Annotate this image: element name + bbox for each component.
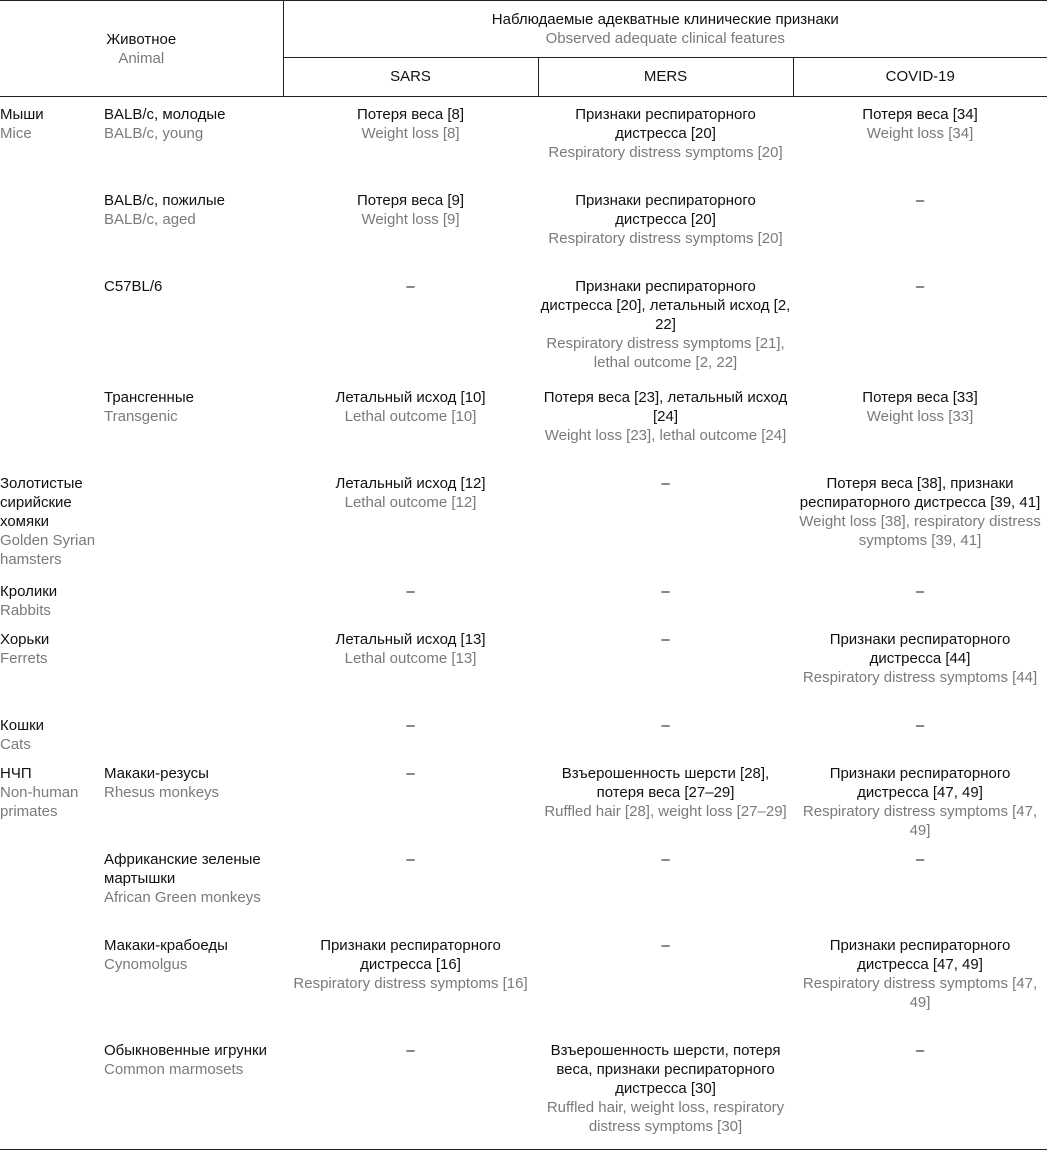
subgroup-cell-en: Transgenic	[104, 407, 178, 425]
mers-cell	[538, 622, 793, 708]
covid-cell-en: Respiratory distress symptoms [44]	[802, 668, 1038, 686]
mers-cell-en: Respiratory distress symptoms [21], lethal outcome [2, 22]	[546, 334, 785, 371]
sars-cell-en: Weight loss [9]	[361, 210, 460, 228]
table-row	[0, 622, 1047, 708]
animal-cell	[0, 1033, 104, 1150]
mers-cell-en: Respiratory distress symptoms [20]	[548, 144, 783, 161]
covid-cell	[793, 708, 1047, 756]
sars-cell-en: Lethal outcome [12]	[344, 493, 477, 511]
covid-cell-ru: Потеря веса [34]	[862, 106, 978, 123]
mers-cell	[538, 97, 793, 183]
animal-cell-ru: Хорьки	[0, 630, 50, 648]
mers-cell	[538, 269, 793, 380]
covid-cell	[793, 622, 1047, 708]
animal-cell-ru: Золотистые сирийские хомяки	[0, 474, 83, 530]
mers-cell	[538, 1033, 793, 1150]
table-body	[0, 97, 1047, 1150]
table-row	[0, 708, 1047, 756]
subgroup-cell	[104, 380, 283, 466]
covid-cell	[793, 269, 1047, 380]
covid-cell-en: Respiratory distress symptoms [47, 49]	[802, 974, 1038, 1011]
sars-cell-en: Lethal outcome [10]	[344, 407, 477, 425]
mers-cell-ru: Потеря веса [23], летальный исход [24]	[543, 388, 788, 425]
animal-cell	[0, 269, 104, 380]
subgroup-cell-en: Cynomolgus	[104, 955, 188, 973]
mers-cell-en: Weight loss [23], lethal outcome [24]	[544, 426, 787, 444]
sars-cell-ru: Летальный исход [10]	[335, 388, 486, 406]
sars-cell	[283, 756, 538, 842]
sars-cell-ru: –	[406, 764, 415, 782]
mers-cell	[538, 842, 793, 928]
animal-cell-en: Rabbits	[0, 601, 51, 619]
subgroup-cell-en: Common marmosets	[104, 1060, 244, 1078]
sars-cell-ru: Признаки респираторного дистресса [16]	[320, 936, 501, 973]
mers-cell	[538, 708, 793, 756]
covid-cell	[793, 842, 1047, 928]
covid-cell-ru: –	[915, 716, 925, 734]
table-row	[0, 756, 1047, 842]
header-sars	[283, 57, 538, 96]
subgroup-cell-ru: Трансгенные	[104, 388, 194, 406]
covid-cell-ru: Признаки респираторного дистресса [47, 49]	[829, 936, 1011, 973]
table-row	[0, 380, 1047, 466]
covid-cell-en: Weight loss [38], respiratory distress symptoms [39, 41]	[799, 512, 1041, 549]
animal-cell	[0, 97, 104, 183]
subgroup-cell-en: Rhesus monkeys	[104, 783, 220, 801]
covid-cell-en: Weight loss [33]	[866, 407, 974, 425]
subgroup-cell	[104, 756, 283, 842]
sars-cell-ru: Летальный исход [13]	[335, 630, 486, 648]
covid-cell-en: Weight loss [34]	[866, 125, 974, 142]
covid-cell	[793, 466, 1047, 574]
header-sars-label: SARS	[390, 68, 431, 86]
covid-cell-ru: –	[915, 1041, 925, 1059]
table-row	[0, 842, 1047, 928]
header-features-en: Observed adequate clinical features	[545, 29, 785, 47]
sars-cell-ru: –	[406, 850, 415, 868]
mers-cell-ru: –	[661, 850, 670, 868]
sars-cell	[283, 466, 538, 574]
subgroup-cell	[104, 183, 283, 269]
animal-cell	[0, 466, 104, 574]
mers-cell	[538, 928, 793, 1033]
subgroup-cell-ru: Макаки-крабоеды	[104, 936, 228, 954]
covid-cell	[793, 928, 1047, 1033]
subgroup-cell-ru: C57BL/6	[104, 277, 163, 295]
mers-cell	[538, 756, 793, 842]
sars-cell-ru: –	[406, 582, 415, 600]
subgroup-cell-en: BALB/c, aged	[104, 210, 196, 228]
animal-cell	[0, 183, 104, 269]
animal-cell-ru: Кролики	[0, 582, 58, 600]
animal-cell-ru: Кошки	[0, 716, 45, 734]
covid-cell-en: Respiratory distress symptoms [47, 49]	[802, 802, 1038, 839]
subgroup-cell	[104, 842, 283, 928]
header-animal-en: Animal	[118, 49, 165, 67]
sars-cell-ru: Летальный исход [12]	[335, 474, 486, 492]
mers-cell-ru: –	[661, 474, 670, 492]
header-mers	[538, 57, 793, 96]
covid-cell-ru: Потеря веса [33]	[862, 388, 978, 406]
mers-cell-ru: Взъерошенность шерсти [28], потеря веса [27–29]	[561, 764, 770, 801]
subgroup-cell	[104, 269, 283, 380]
mers-cell-ru: –	[661, 716, 670, 734]
mers-cell-ru: Признаки респираторного дистресса [20]	[575, 106, 756, 142]
subgroup-cell	[104, 708, 283, 756]
subgroup-cell-ru: Макаки-резусы	[104, 764, 209, 782]
sars-cell-ru: –	[406, 716, 415, 734]
sars-cell	[283, 269, 538, 380]
mers-cell-en: Ruffled hair [28], weight loss [27–29]	[544, 802, 787, 820]
animal-cell	[0, 574, 104, 622]
sars-cell	[283, 574, 538, 622]
animal-cell-en: Cats	[0, 735, 31, 753]
subgroup-cell-ru: BALB/c, пожилые	[104, 191, 225, 209]
table-row	[0, 574, 1047, 622]
header-animal	[0, 1, 283, 97]
header-covid	[793, 57, 1047, 96]
header-mers-label: MERS	[643, 68, 688, 86]
mers-cell-ru: Признаки респираторного дистресса [20]	[575, 191, 756, 228]
covid-cell	[793, 380, 1047, 466]
covid-cell	[793, 183, 1047, 269]
sars-cell-en: Weight loss [8]	[361, 125, 460, 142]
subgroup-cell-ru: Африканские зеленые мартышки	[104, 850, 261, 887]
covid-cell-ru: Признаки респираторного дистресса [47, 49]	[829, 764, 1011, 801]
table-row	[0, 466, 1047, 574]
covid-cell-ru: –	[915, 582, 925, 600]
sars-cell	[283, 622, 538, 708]
covid-cell-ru: Потеря веса [38], признаки респираторного дистресса [39, 41]	[799, 474, 1041, 511]
mers-cell	[538, 574, 793, 622]
mers-cell	[538, 466, 793, 574]
sars-cell	[283, 1033, 538, 1150]
sars-cell	[283, 842, 538, 928]
mers-cell-ru: –	[661, 936, 670, 954]
table-row	[0, 1033, 1047, 1150]
subgroup-cell-ru: Обыкновенные игрунки	[104, 1041, 267, 1059]
header-animal-ru: Животное	[106, 30, 177, 48]
animal-cell	[0, 928, 104, 1033]
subgroup-cell	[104, 1033, 283, 1150]
mers-cell-en: Ruffled hair, weight loss, respiratory distress symptoms [30]	[546, 1098, 785, 1135]
covid-cell-ru: –	[915, 191, 925, 209]
animal-cell-ru: НЧП	[0, 764, 32, 782]
sars-cell-ru: –	[406, 277, 415, 295]
table-row	[0, 269, 1047, 380]
sars-cell-ru: –	[406, 1041, 415, 1059]
subgroup-cell	[104, 97, 283, 183]
subgroup-cell-en: African Green monkeys	[104, 888, 261, 906]
animal-cell	[0, 708, 104, 756]
subgroup-cell	[104, 928, 283, 1033]
mers-cell-ru: –	[661, 630, 670, 648]
subgroup-cell	[104, 574, 283, 622]
sars-cell	[283, 380, 538, 466]
mers-cell-ru: Взъерошенность шерсти, потеря веса, признаки респираторного дистресса [30]	[550, 1041, 781, 1097]
mers-cell-en: Respiratory distress symptoms [20]	[548, 229, 783, 247]
sars-cell-ru: Потеря веса [9]	[356, 191, 465, 209]
covid-cell	[793, 1033, 1047, 1150]
covid-cell-ru: –	[915, 277, 925, 295]
mers-cell	[538, 183, 793, 269]
animal-cell	[0, 842, 104, 928]
mers-cell-ru: –	[661, 582, 670, 600]
sars-cell	[283, 183, 538, 269]
animal-cell-en: Golden Syrian hamsters	[0, 531, 96, 568]
covid-cell	[793, 574, 1047, 622]
subgroup-cell-ru: BALB/c, молодые	[104, 106, 226, 123]
animal-cell	[0, 756, 104, 842]
subgroup-cell	[104, 622, 283, 708]
table-header	[0, 1, 1047, 97]
covid-cell-ru: Признаки респираторного дистресса [44]	[829, 630, 1011, 667]
mers-cell	[538, 380, 793, 466]
sars-cell	[283, 928, 538, 1033]
covid-cell-ru: –	[915, 850, 925, 868]
animal-cell-en: Mice	[0, 125, 32, 142]
animal-cell-en: Non-human primates	[0, 783, 79, 820]
mers-cell-ru: Признаки респираторного дистресса [20], летальный исход [2, 22]	[540, 277, 791, 333]
covid-cell	[793, 97, 1047, 183]
animal-cell-ru: Мыши	[0, 106, 44, 123]
sars-cell	[283, 708, 538, 756]
animal-cell-en: Ferrets	[0, 649, 48, 667]
table-row	[0, 97, 1047, 183]
sars-cell-ru: Потеря веса [8]	[356, 106, 465, 123]
animal-cell	[0, 380, 104, 466]
sars-cell-en: Lethal outcome [13]	[344, 649, 477, 667]
header-covid-label: COVID-19	[885, 68, 955, 86]
subgroup-cell	[104, 466, 283, 574]
sars-cell-en: Respiratory distress symptoms [16]	[293, 974, 528, 992]
covid-cell	[793, 756, 1047, 842]
subgroup-cell-en: BALB/c, young	[104, 125, 204, 142]
table-row	[0, 928, 1047, 1033]
header-features-ru: Наблюдаемые адекватные клинические признаки	[491, 10, 839, 28]
header-features	[283, 1, 1047, 58]
table-row	[0, 183, 1047, 269]
animal-cell	[0, 622, 104, 708]
sars-cell	[283, 97, 538, 183]
